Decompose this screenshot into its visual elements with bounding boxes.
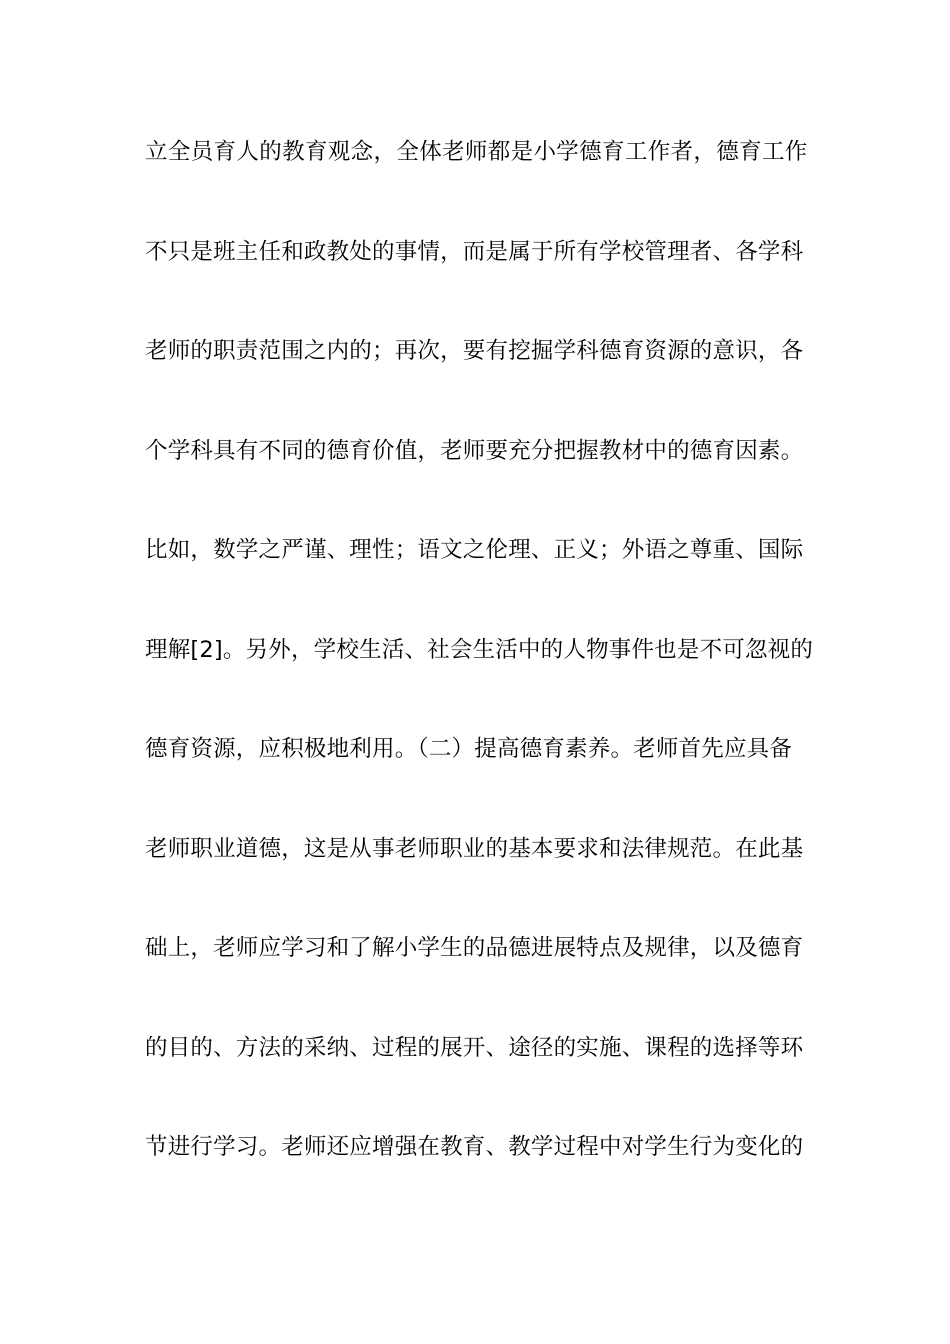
text-line-4: 个学科具有不同的德育价值，老师要充分把握教材中的德育因素。 bbox=[145, 437, 804, 464]
text-line-2: 不只是班主任和政教处的事情，而是属于所有学校管理者、各学科 bbox=[145, 238, 804, 265]
text-line-11: 节进行学习。老师还应增强在教育、教学过程中对学生行为变化的 bbox=[145, 1134, 804, 1160]
text-line-5: 比如，数学之严谨、理性；语文之伦理、正义；外语之尊重、国际 bbox=[145, 537, 804, 563]
text-line-10: 的目的、方法的采纳、过程的展开、途径的实施、课程的选择等环 bbox=[145, 1034, 804, 1061]
text-line-9: 础上，老师应学习和了解小学生的品德进展特点及规律，以及德育 bbox=[145, 935, 804, 961]
text-line-6: 理解[2]。另外，学校生活、社会生活中的人物事件也是不可忽视的 bbox=[145, 636, 814, 663]
text-line-1: 立全员育人的教育观念，全体老师都是小学德育工作者，德育工作 bbox=[145, 139, 808, 165]
body-paragraph bbox=[145, 129, 814, 1224]
text-line-7: 德育资源，应积极地利用。（二）提高德育素养。老师首先应具备 bbox=[145, 736, 793, 762]
text-line-8: 老师职业道德，这是从事老师职业的基本要求和法律规范。在此基 bbox=[145, 835, 804, 862]
text-line-3: 老师的职责范围之内的；再次，要有挖掘学科德育资源的意识，各 bbox=[145, 338, 804, 364]
